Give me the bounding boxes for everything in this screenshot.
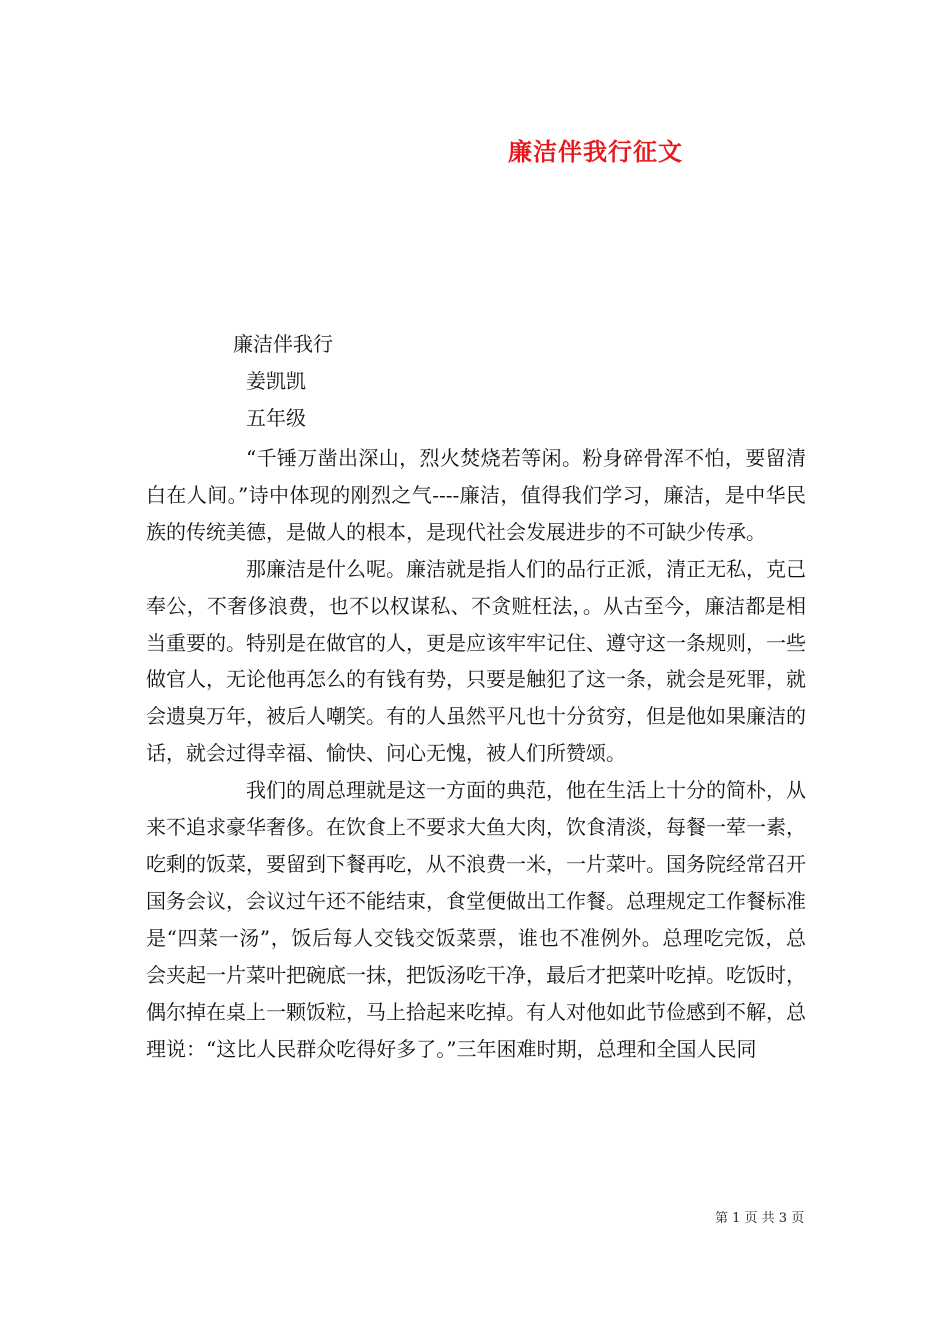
essay-body xyxy=(146,440,806,1067)
paragraph-1: “千锤万凿出深山，烈火焚烧若等闲。粉身碎骨浑不怕，要留清白在人间。”诗中体现的刚烈之气----廉洁，值得我们学习，廉洁，是中华民族的传统美德，是做人的根本，是现代社会发展进步的不可缺少传承。 xyxy=(146,446,806,544)
page-footer: 第 1 页 共 3 页 xyxy=(715,1211,805,1226)
author-name: 姜凯凯 xyxy=(246,369,306,393)
essay-title: 廉洁伴我行 xyxy=(233,332,333,356)
paragraph-2: 那廉洁是什么呢。廉洁就是指人们的品行正派，清正无私，克己奉公，不奢侈浪费，也不以权谋私、不贪赃枉法，。从古至今，廉洁都是相当重要的。特别是在做官的人，更是应该牢牢记住、遵守这一条规则，一些做官人，无论他再怎么的有钱有势，只要是触犯了这一条，就会是死罪，就会遗臭万年，被后人嘲笑。有的人虽然平凡也十分贫穷，但是他如果廉洁的话，就会过得幸福、愉快、问心无愧，被人们所赞颂。 xyxy=(146,556,806,766)
grade-label: 五年级 xyxy=(246,406,306,430)
document-title: 廉洁伴我行征文 xyxy=(508,137,683,166)
paragraph-3: 我们的周总理就是这一方面的典范，他在生活上十分的简朴，从来不追求豪华奢侈。在饮食上不要求大鱼大肉，饮食清淡，每餐一荤一素，吃剩的饭菜，要留到下餐再吃，从不浪费一米，一片菜叶。国务院经常召开国务会议，会议过午还不能结束，食堂便做出工作餐。总理规定工作餐标准是“四菜一汤”，饭后每人交钱交饭菜票，谁也不准例外。总理吃完饭，总会夹起一片菜叶把碗底一抹，把饭汤吃干净，最后才把菜叶吃掉。吃饭时，偶尔掉在桌上一颗饭粒，马上拾起来吃掉。有人对他如此节俭感到不解，总理说：“这比人民群众吃得好多了。”三年困难时期，总理和全国人民同 xyxy=(146,778,806,1061)
